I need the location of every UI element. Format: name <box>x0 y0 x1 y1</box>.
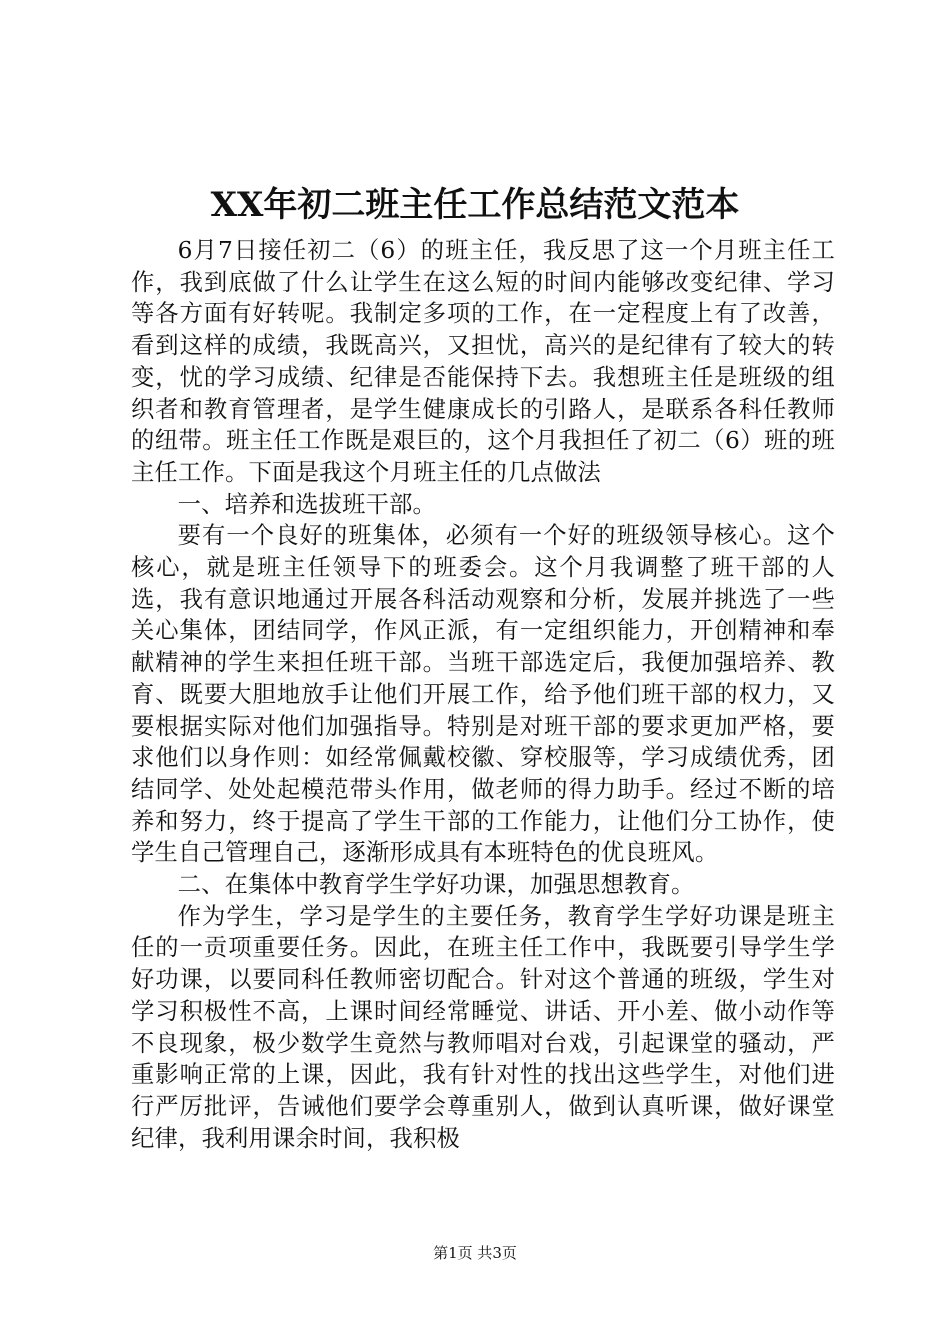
paragraph-class-cadres: 要有一个良好的班集体，必须有一个好的班级领导核心。这个核心，就是班主任领导下的班委会。这个月我调整了班干部的人选，我有意识地通过开展各科活动观察和分析，发展并挑选了一些关心集体，团结同学，作风正派，有一定组织能力，开创精神和奉献精神的学生来担任班干部。当班干部选定后，我便加强培养、教育、既要大胆地放手让他们开展工作，给予他们班干部的权力，又要根据实际对他们加强指导。特别是对班干部的要求更加严格，要求他们以身作则：如经常佩戴校徽、穿校服等，学习成绩优秀，团结同学、处处起模范带头作用，做老师的得力助手。经过不断的培养和努力，终于提高了学生干部的工作能力，让他们分工协作，使学生自己管理自己，逐渐形成具有本班特色的优良班风。 <box>131 522 835 867</box>
document-body <box>131 235 835 1154</box>
document-title: XX年初二班主任工作总结范文范本 <box>210 185 740 225</box>
page-number-footer: 第1页 共3页 <box>433 1244 517 1262</box>
section-heading-2: 二、在集体中教育学生学好功课，加强思想教育。 <box>177 871 695 899</box>
paragraph-study-education: 作为学生，学习是学生的主要任务，教育学生学好功课是班主任的一贡项重要任务。因此，在班主任工作中，我既要引导学生学好功课，以要同科任教师密切配合。针对这个普通的班级，学生对学习积极性不高，上课时间经常睡觉、讲话、开小差、做小动作等不良现象，极少数学生竟然与教师唱对台戏，引起课堂的骚动，严重影响正常的上课，因此，我有针对性的找出这些学生，对他们进行严厉批评，告诫他们要学会尊重别人，做到认真听课，做好课堂纪律，我利用课余时间，我积极 <box>131 902 835 1152</box>
paragraph-intro: 6月7日接任初二（6）的班主任，我反思了这一个月班主任工作，我到底做了什么让学生在这么短的时间内能够改变纪律、学习等各方面有好转呢。我制定多项的工作，在一定程度上有了改善，看到这样的成绩，我既高兴，又担忧，高兴的是纪律有了较大的转变，忧的学习成绩、纪律是否能保持下去。我想班主任是班级的组织者和教育管理者，是学生健康成长的引路人，是联系各科任教师的纽带。班主任工作既是艰巨的，这个月我担任了初二（6）班的班主任工作。下面是我这个月班主任的几点做法 <box>131 237 835 486</box>
section-heading-1: 一、培养和选拔班干部。 <box>177 490 437 518</box>
